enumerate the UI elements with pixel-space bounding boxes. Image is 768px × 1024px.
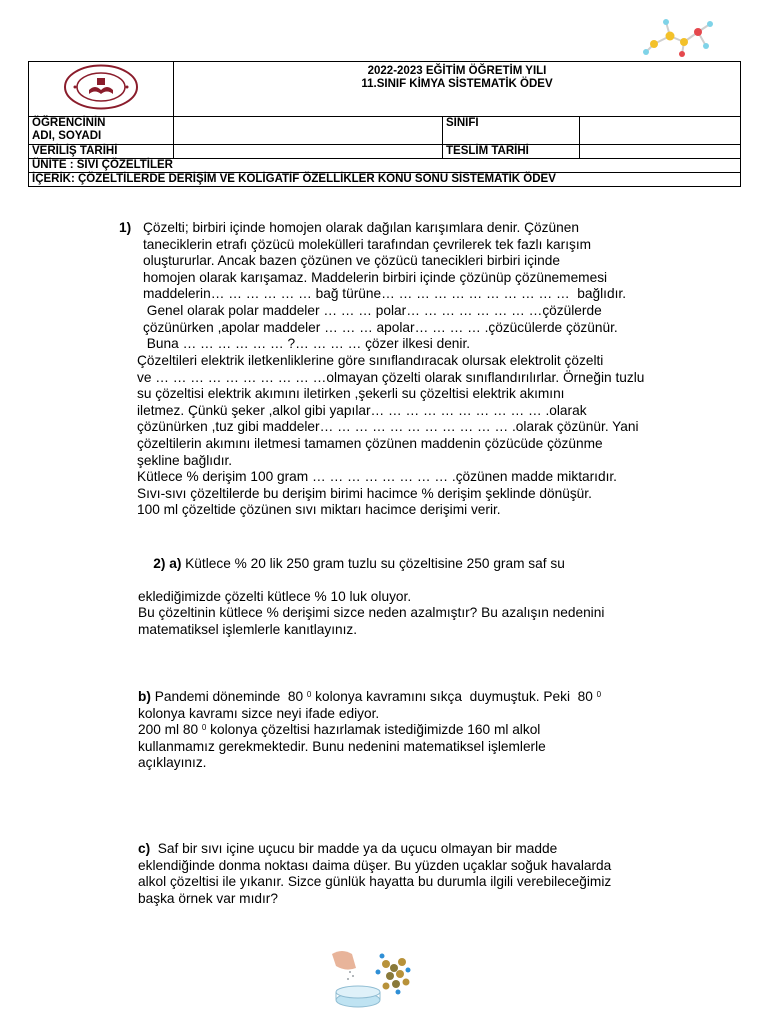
q1-line: su çözeltisi elektrik akımını iletirken ,şekerli su çözeltisi elektrik akımını — [137, 386, 565, 402]
q1-line: homojen olarak karışamaz. Maddelerin birbiri içinde çözünüp çözünememesi — [143, 269, 608, 285]
q2b-line: kullanmamız gerekmektedir. Bunu nedenini matematiksel işlemlerle — [138, 738, 546, 754]
q1-line: Kütlece % derişim 100 gram … … … … … … … … .çözünen madde miktarıdır. — [137, 469, 617, 485]
degree-superscript: 0 — [596, 690, 602, 699]
question-2c: c) Saf bir sıvı içine uçucu bir madde ya da uçucu olmayan bir madde eklendiğinde donma noktası daima düşer. Bu yüzden uçaklar soğuk havalarda alkol çözeltisi ile yıkanır. Sizce günlük hayatta bu durumla ilgili verebileceğimiz başka örnek var mıdır? — [138, 841, 698, 907]
q2c-line: alkol çözeltisi ile yıkanır. Sizce günlük hayatta bu durumla ilgili verebileceğimiz — [138, 874, 612, 890]
q1-line: çözünürken ,apolar maddeler … … … apolar… … … … .çözücülerde çözünür. — [143, 319, 618, 335]
school-logo — [63, 64, 139, 110]
q2a-line: matematiksel işlemlerle kanıtlayınız. — [138, 621, 358, 637]
given-date-field[interactable] — [174, 145, 443, 159]
given-date-label: VERİLİŞ TARİHİ — [29, 145, 174, 159]
question-2b-label: b) — [138, 689, 151, 704]
unit-line: ÜNİTE : SIVI ÇÖZELTİLER — [29, 159, 741, 173]
q1-line: Çözeltileri elektrik iletkenliklerine göre sınıflandıracak olursak elektrolit çözelti — [137, 353, 604, 368]
header-title-cell — [174, 62, 741, 117]
q2a-line: eklediğimizde çözelti kütlece % 10 luk oluyor. — [138, 588, 412, 604]
q1-line: iletmez. Çünkü şeker ,alkol gibi yapılar… … … … … … … … … … .olarak — [137, 402, 587, 418]
question-1-number: 1) — [119, 220, 132, 235]
student-name-label: ÖĞRENCİNİN ADI, SOYADI — [29, 117, 174, 145]
question-2-number: 2) — [153, 555, 166, 571]
question-2b: b) Pandemi döneminde 80 $^0$ kolonya kavramını sıkça duymuştuk. Peki 80 $^0$ kolonya kavramı sizce neyi ifade ediyor. 200 ml 80 $^0$ kolonya çözeltisi hazırlamak istediğimizde 160 ml alkol kullanmamız gerekmektedir. Bunu nedenini matematiksel işlemlerle açıklayınız. — [138, 689, 698, 772]
dissolution-illustration — [328, 946, 412, 1012]
q1-line: taneciklerin etrafı çözücü molekülleri tarafından çevrilerek tek fazlı karışım — [143, 236, 592, 252]
class-field[interactable] — [580, 117, 741, 145]
q1-line: ve … … … … … … … … … …olmayan çözelti olarak sınıflandırılırlar. Örneğin tuzlu — [137, 369, 645, 385]
content-line: İÇERİK: ÇÖZELTİLERDE DERİŞİM VE KOLİGATİF ÖZELLİKLER KONU SONU SİSTEMATİK ÖDEV — [29, 173, 741, 187]
class-label: SINIFI — [443, 117, 580, 145]
q1-line: maddelerin… … … … … … bağ türüne… … … … … … … … … … … bağlıdır. — [143, 286, 627, 302]
q2a-line: Kütlece % 20 lik 250 gram tuzlu su çözeltisine 250 gram saf su — [181, 555, 565, 571]
degree-superscript: 0 — [306, 690, 312, 699]
molecule-image — [640, 14, 722, 60]
q2a-line: Bu çözeltinin kütlece % derişimi sizce neden azalmıştır? Bu azalışın nedenini — [138, 605, 605, 621]
question-2c-label: c) — [138, 841, 151, 856]
q2c-line: eklendiğinde donma noktası daima düşer. Bu yüzden uçaklar soğuk havalarda — [138, 857, 612, 873]
question-2a — [138, 539, 698, 639]
q1-line: 100 ml çözeltide çözünen sıvı miktarı hacimce derişimi verir. — [137, 502, 501, 518]
assignment-title: 11.SINIF KİMYA SİSTEMATİK ÖDEV — [361, 78, 553, 90]
header-table — [28, 61, 741, 187]
due-date-label: TESLİM TARİHİ — [443, 145, 580, 159]
question-2a-label: a) — [169, 555, 182, 571]
degree-superscript: 0 — [201, 723, 207, 733]
q1-line: Buna … … … … … … ?… … … … çözer ilkesi denir. — [143, 336, 471, 352]
q2b-line: kolonya kavramı sizce neyi ifade ediyor. — [138, 705, 380, 721]
school-logo-cell — [29, 62, 174, 117]
question-1-intro — [143, 220, 703, 353]
due-date-field[interactable] — [580, 145, 741, 159]
q1-line: Genel olarak polar maddeler … … … polar… … … … … … … …çözülerde — [143, 302, 602, 318]
q1-line: şekline bağlıdır. — [137, 452, 233, 468]
student-name-field[interactable] — [174, 117, 443, 145]
question-1-body — [137, 353, 697, 519]
q1-line: Çözelti; birbiri içinde homojen olarak dağılan karışımlara denir. Çözünen — [143, 220, 579, 235]
q1-line: oluştururlar. Ancak bazen çözünen ve çözücü tanecikleri birbiri içinde — [143, 253, 560, 269]
q1-line: çözünürken ,tuz gibi maddeler… … … … … … … … … … … .olarak çözünür. Yani — [137, 419, 639, 435]
q2c-line: başka örnek var mıdır? — [138, 890, 278, 906]
q2b-line: açıklayınız. — [138, 755, 207, 771]
q1-line: Sıvı-sıvı çözeltilerde bu derişim birimi hacimce % derişim şeklinde dönüşür. — [137, 485, 592, 501]
school-year-title: 2022-2023 EĞİTİM ÖĞRETİM YILI — [367, 65, 547, 77]
q1-line: çözeltilerin akımını iletmesi tamamen çözünen maddenin çözücüde çözünme — [137, 435, 603, 451]
